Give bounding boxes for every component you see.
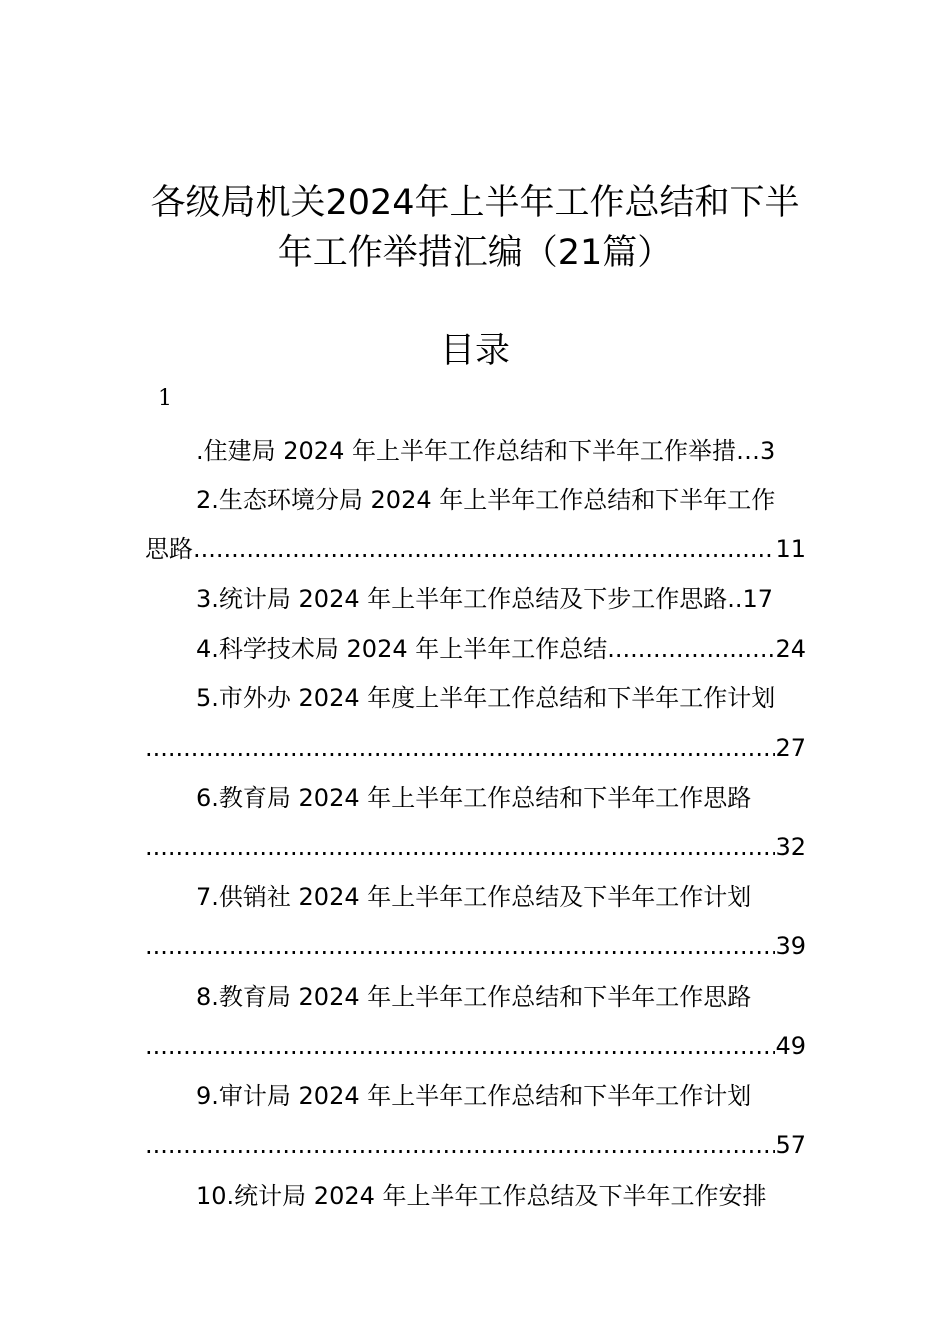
toc-entry-page: 27	[775, 734, 806, 762]
toc-entry-page: 24	[775, 635, 806, 663]
toc-leader-dots	[145, 730, 775, 766]
toc-entry-text: 8.教育局 2024 年上半年工作总结和下半年工作思路	[196, 983, 752, 1011]
toc-entry-leader: ..	[727, 585, 743, 613]
toc-entry-6-line-1[interactable]	[196, 780, 811, 816]
toc-leader-dots	[145, 928, 775, 964]
toc-entry-text: 5.市外办 2024 年度上半年工作总结和下半年工作计划	[196, 684, 776, 712]
toc-entry-9-line-1[interactable]	[196, 1078, 811, 1114]
toc-leader-dots	[193, 531, 775, 567]
toc-entry-5-line-2[interactable]	[145, 730, 806, 766]
toc-entry-page: 17	[742, 585, 774, 613]
toc-entry-page: 49	[775, 1032, 806, 1060]
toc-entry-page: 39	[775, 932, 806, 960]
toc-heading: 目录	[439, 331, 510, 371]
title-line-1: 各级局机关2024年上半年工作总结和下半	[150, 183, 800, 223]
toc-entry-10-line-1[interactable]	[196, 1178, 811, 1214]
toc-entry-7-line-1[interactable]	[196, 879, 811, 915]
toc-leader-dots	[145, 1127, 775, 1163]
toc-leader-dots	[607, 631, 775, 667]
toc-entry-9-line-2[interactable]	[145, 1127, 806, 1163]
toc-entry-2-line-2[interactable]	[145, 531, 806, 567]
toc-entry-6-line-2[interactable]	[145, 829, 806, 865]
toc-entry-text: 7.供销社 2024 年上半年工作总结及下半年工作计划	[196, 883, 752, 911]
toc-entry-1[interactable]	[196, 433, 806, 469]
toc-entry-8-line-1[interactable]	[196, 979, 811, 1015]
toc-entry-5-line-1[interactable]	[196, 680, 811, 716]
toc-entry-text: 4.科学技术局 2024 年上半年工作总结	[196, 635, 608, 663]
toc-entry-text: 思路	[145, 535, 193, 563]
toc-entry-ellipsis: …	[735, 437, 760, 465]
toc-entry-text: 3.统计局 2024 年上半年工作总结及下步工作思路	[196, 585, 728, 613]
toc-entry-4[interactable]	[196, 631, 806, 667]
toc-entry-text: .住建局 2024 年上半年工作总结和下半年工作举措	[196, 437, 736, 465]
toc-entry-page: 57	[775, 1131, 806, 1159]
toc-entry-text: 6.教育局 2024 年上半年工作总结和下半年工作思路	[196, 784, 752, 812]
toc-entry-7-line-2[interactable]	[145, 928, 806, 964]
toc-entry-3[interactable]	[196, 581, 806, 617]
stray-number: 1	[158, 386, 172, 411]
toc-leader-dots	[145, 1028, 775, 1064]
toc-entry-page: 3	[759, 437, 776, 465]
toc-entry-page: 32	[775, 833, 806, 861]
toc-leader-dots	[145, 829, 775, 865]
toc-entry-2-line-1[interactable]	[196, 482, 811, 518]
document-title	[100, 178, 850, 278]
title-line-2: 年工作举措汇编（21篇）	[277, 233, 673, 273]
toc-entry-8-line-2[interactable]	[145, 1028, 806, 1064]
toc-entry-text: 9.审计局 2024 年上半年工作总结和下半年工作计划	[196, 1082, 752, 1110]
toc-entry-text: 2.生态环境分局 2024 年上半年工作总结和下半年工作	[196, 486, 776, 514]
toc-entry-page: 11	[775, 535, 806, 563]
toc-entry-text: 10.统计局 2024 年上半年工作总结及下半年工作安排	[196, 1182, 767, 1210]
